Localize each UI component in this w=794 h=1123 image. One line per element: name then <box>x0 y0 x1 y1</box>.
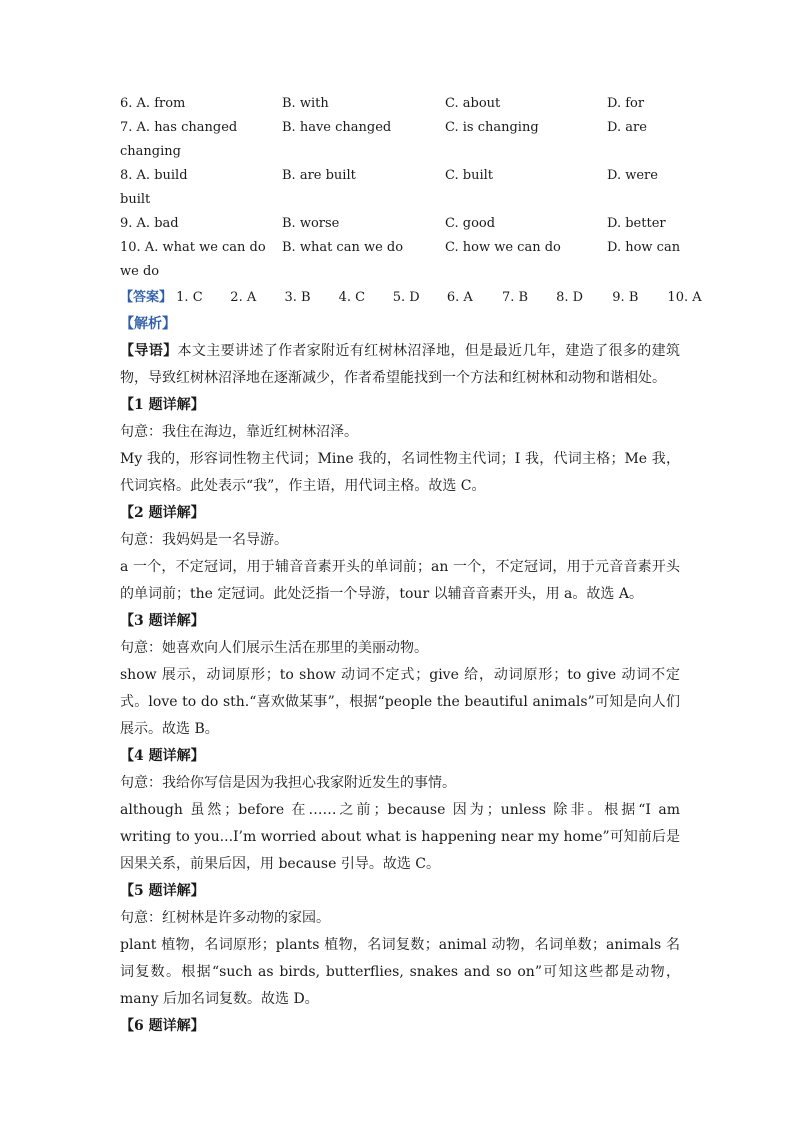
section-line: 句意：红树林是许多动物的家园。 <box>120 910 330 926</box>
option-wrap-text: built <box>120 192 151 207</box>
document-page <box>120 92 702 1040</box>
section-heading: 【6 题详解】 <box>120 1018 205 1034</box>
section-heading: 【5 题详解】 <box>120 883 205 899</box>
section-heading: 【2 题详解】 <box>120 505 205 521</box>
option-b: B. what can we do <box>282 240 404 255</box>
answer-row <box>120 285 702 311</box>
section-line: 句意：我给你写信是因为我担心我家附近发生的事情。 <box>120 775 456 791</box>
option-d: D. are <box>607 120 647 135</box>
section-line: a 一个，不定冠词，用于辅音音素开头的单词前；an 一个，不定冠词，用于元音音素开头的单词前；the 定冠词。此处泛指一个导游，tour 以辅音音素开头，用 a。故选 A。 <box>120 559 680 602</box>
option-c: C. is changing <box>445 120 539 135</box>
answer-item: 1. C <box>176 290 203 305</box>
section-heading: 【3 题详解】 <box>120 613 205 629</box>
option-c: C. how we can do <box>445 240 561 255</box>
option-wrap-text: we do <box>120 264 160 279</box>
section-heading: 【1 题详解】 <box>120 397 205 413</box>
answer-item: 10. A <box>667 290 702 305</box>
answer-item: 3. B <box>284 290 311 305</box>
option-wrap-text: changing <box>120 144 181 159</box>
option-d: D. for <box>607 96 645 111</box>
section-heading: 【4 题详解】 <box>120 748 205 764</box>
option-row <box>120 116 680 140</box>
answer-item: 4. C <box>338 290 366 305</box>
option-a: 9. A. bad <box>120 216 179 231</box>
option-d: D. how can <box>607 240 681 255</box>
section-line: My 我的，形容词性物主代词；Mine 我的，名词性物主代词；I 我，代词主格；Me 我，代词宾格。此处表示“我”，作主语，用代词主格。故选 C。 <box>120 451 680 494</box>
intro-paragraph <box>120 338 680 392</box>
option-c: C. good <box>445 216 496 231</box>
option-c: C. about <box>445 96 501 111</box>
answer-item: 6. A <box>446 290 473 305</box>
answer-item: 7. B <box>502 290 529 305</box>
answer-item: 9. B <box>612 290 639 305</box>
option-b: B. are built <box>282 168 356 183</box>
option-a: 8. A. build <box>120 168 188 183</box>
analysis-label: 【解析】 <box>120 316 176 332</box>
option-row <box>120 212 680 236</box>
option-b: B. worse <box>282 216 340 231</box>
option-c: C. built <box>445 168 493 183</box>
option-row <box>120 164 680 188</box>
answer-item: 5. D <box>392 290 420 305</box>
option-row <box>120 236 680 260</box>
intro-label: 【导语】 <box>120 343 178 359</box>
intro-text: 本文主要讲述了作者家附近有红树林沼泽地，但是最近几年，建造了很多的建筑物，导致红树林沼泽地在逐渐减少，作者希望能找到一个方法和红树林和动物和谐相处。 <box>120 343 681 386</box>
option-a: 7. A. has changed <box>120 120 238 135</box>
answer-item: 8. D <box>556 290 584 305</box>
option-d: D. were <box>607 168 658 183</box>
section-line: 句意：我妈妈是一名导游。 <box>120 532 288 548</box>
section-line: show 展示，动词原形；to show 动词不定式；give 给，动词原形；to give 动词不定式。love to do sth.“喜欢做某事”，根据“people the beautiful animals”可知是向人们展示。故选 B。 <box>120 667 680 737</box>
option-b: B. with <box>282 96 329 111</box>
section-line: although 虽然；before 在……之前；because 因为；unless 除非。根据“I am writing to you...I’m worried about what is happening near my home”可知前后是因果关系，前果后因，用 because 引导。故选 C。 <box>120 802 680 872</box>
answer-item: 2. A <box>230 290 257 305</box>
option-a: 10. A. what we can do <box>120 240 266 255</box>
section-line: plant 植物，名词原形；plants 植物，名词复数；animal 动物，名词单数；animals 名词复数。根据“such as birds, butterflies, snakes and so on”可知这些都是动物，many 后加名词复数。故选 D。 <box>120 937 680 1007</box>
section-line: 句意：我住在海边，靠近红树林沼泽。 <box>120 424 358 440</box>
option-b: B. have changed <box>282 120 392 135</box>
answer-label: 【答案】 <box>120 290 173 305</box>
section-line: 句意：她喜欢向人们展示生活在那里的美丽动物。 <box>120 640 428 656</box>
option-row <box>120 92 680 116</box>
option-d: D. better <box>607 216 666 231</box>
option-a: 6. A. from <box>120 96 186 111</box>
options-block <box>120 92 680 284</box>
